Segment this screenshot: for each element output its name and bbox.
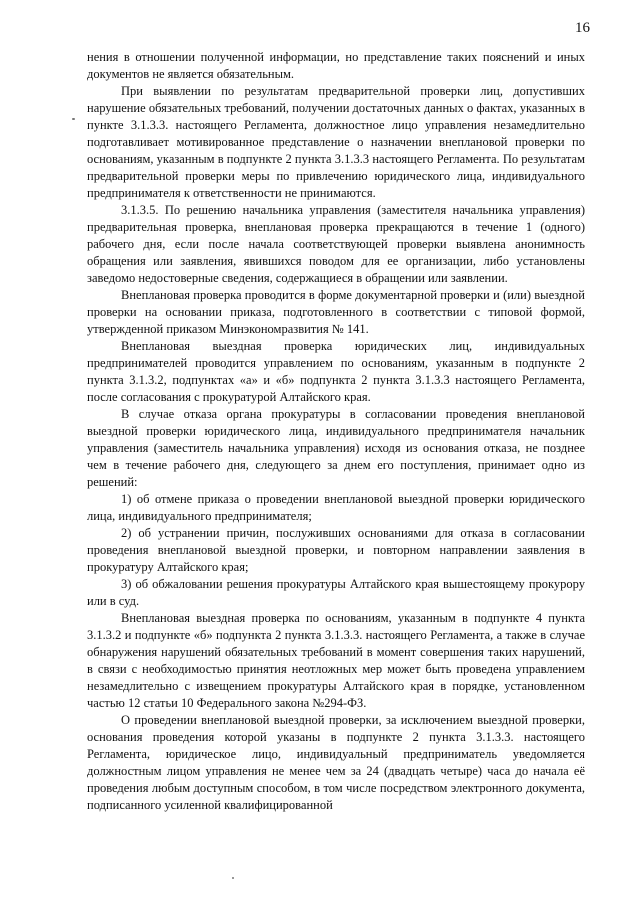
page-number: 16 (575, 20, 590, 36)
paragraph: нения в отношении полученной информации, но представление таких пояснений и иных документов не является обязательным. (87, 50, 585, 81)
paragraph: При выявлении по результатам предварительной проверки лиц, допустивших нарушение обязательных требований, получении достаточных данных о фактах, указанных в пункте 3.1.3.3. настоящего Регламента, должностное лицо управления незамедлительно подготавливает мотивированное представление о назначении внеплановой проверки по основаниям, указанным в подпункте 2 пункта 3.1.3.3 настоящего Регламента. По результатам предварительной проверки меры по привлечению юридического лица, индивидуального предпринимателя к ответственности не принимаются. (87, 84, 585, 200)
paragraph: 3.1.3.5. По решению начальника управления (заместителя начальника управления) предварительная проверка, внеплановая проверка прекращаются в течение 1 (одного) рабочего дня, если после начала соответствующей проверки выявлена анонимность обращения или заявления, явившихся поводом для ее организации, либо установлены заведомо недостоверные сведения, содержащиеся в обращении или заявлении. (87, 203, 585, 285)
paragraph: Внеплановая проверка проводится в форме документарной проверки и (или) выездной проверки на основании приказа, подготовленного в соответствии с типовой формой, утвержденной приказом Минэкономразвития № 141. (87, 288, 585, 336)
scan-speck (232, 877, 234, 879)
paragraph: О проведении внеплановой выездной проверки, за исключением выездной проверки, основания проведения которой указаны в подпункте 2 пункта 3.1.3.3. настоящего Регламента, юридическое лицо, индивидуальный предприниматель уведомляется должностным лицом управления не менее чем за 24 (двадцать четыре) часа до начала её проведения любым доступным способом, в том числе посредством электронного документа, подписанного усиленной квалифицированной (87, 713, 585, 812)
paragraph: 2) об устранении причин, послуживших основаниями для отказа в согласовании проведения внеплановой выездной проверки, и повторном направлении заявления в прокуратуру Алтайского края; (87, 526, 585, 574)
paragraph: Внеплановая выездная проверка по основаниям, указанным в подпункте 4 пункта 3.1.3.2 и подпункте «б» подпункта 2 пункта 3.1.3.3. настоящего Регламента, а также в случае обнаружения нарушений обязательных требований в момент совершения таких нарушений, в связи с необходимостью принятия неотложных мер может быть проведена управлением незамедлительно с извещением прокуратуры Алтайского края в порядке, установленном частью 12 статьи 10 Федерального закона №294-ФЗ. (87, 611, 585, 710)
document-body (87, 49, 585, 814)
paragraph: В случае отказа органа прокуратуры в согласовании проведения внеплановой выездной проверки юридического лица, индивидуального предпринимателя начальник управления (заместитель начальника управления) исходя из основания отказа, не позднее чем в течение рабочего дня, следующего за днем его поступления, принимает одно из решений: (87, 407, 585, 489)
paragraph: Внеплановая выездная проверка юридических лиц, индивидуальных предпринимателей проводится управлением по основаниям, указанным в подпункте 2 пункта 3.1.3.2, подпунктах «а» и «б» подпункта 2 пункта 3.1.3.3 настоящего Регламента, после согласования с прокуратурой Алтайского края. (87, 339, 585, 404)
paragraph: 1) об отмене приказа о проведении внеплановой выездной проверки юридического лица, индивидуального предпринимателя; (87, 492, 585, 523)
scan-speck (72, 118, 75, 120)
paragraph: 3) об обжаловании решения прокуратуры Алтайского края вышестоящему прокурору или в суд. (87, 577, 585, 608)
